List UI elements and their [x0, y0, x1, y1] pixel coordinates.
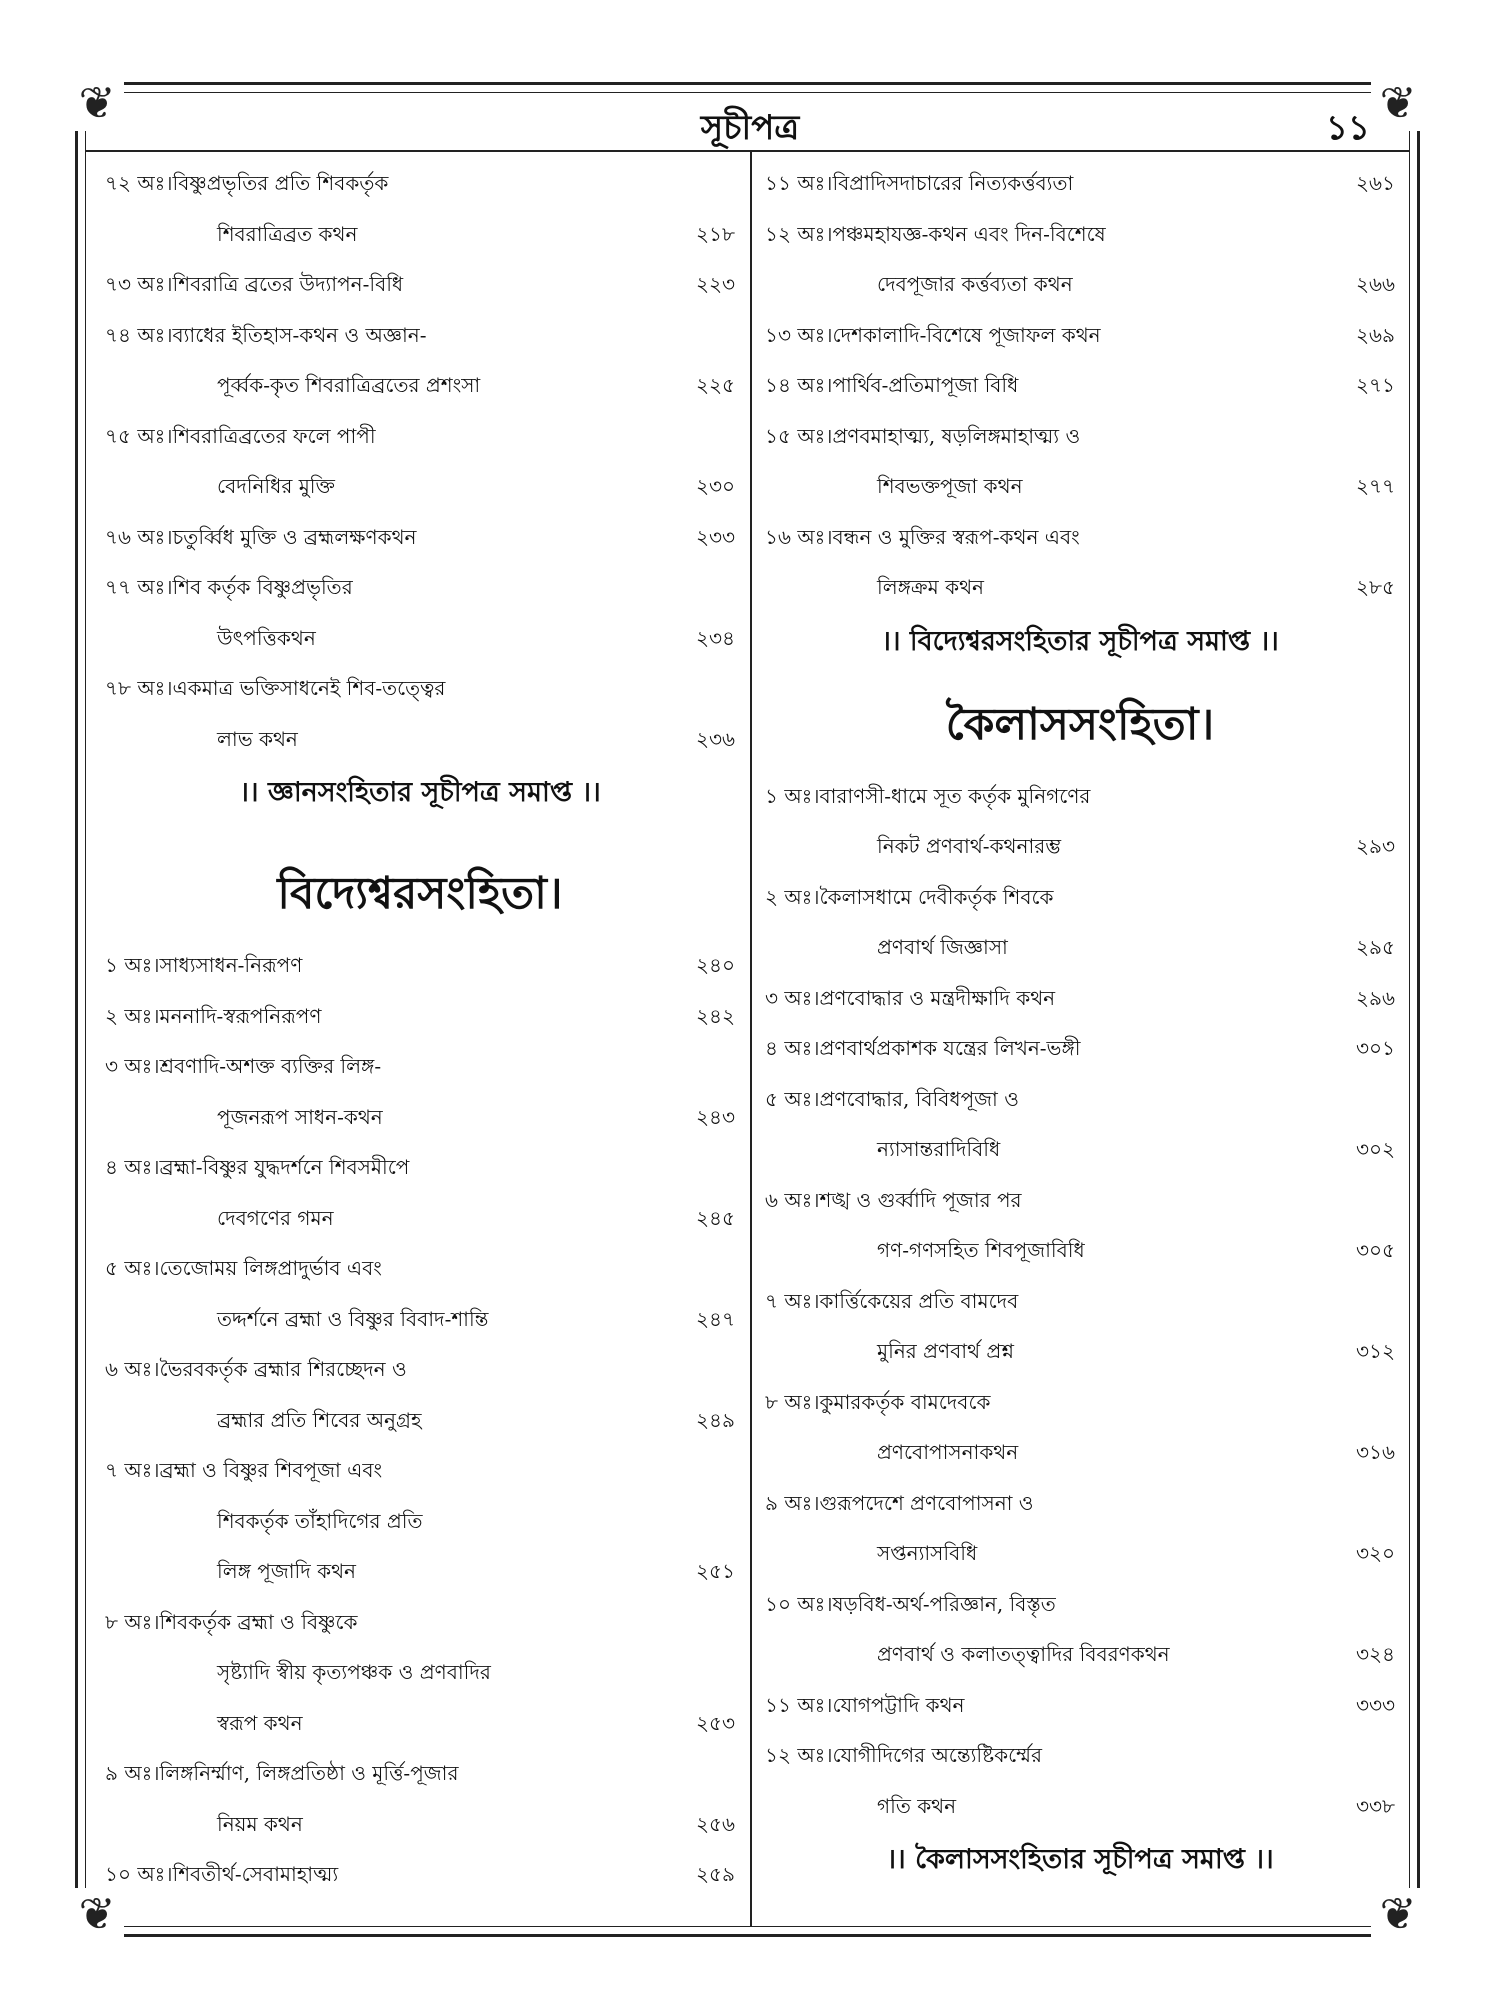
chapter-title: শিবরাত্রিব্রতের ফলে পাপী [172, 423, 376, 448]
toc-entry-line [765, 872, 1395, 923]
chapter-title: প্রণবোদ্ধার, বিবিধপূজা ও [819, 1086, 1019, 1111]
chapter-number: ১৩ অঃ। [765, 322, 833, 347]
chapter-number: ১ অঃ। [765, 783, 820, 808]
toc-entry-line [765, 1326, 1395, 1377]
chapter-number: ১৫ অঃ। [765, 423, 833, 448]
chapter-title: তদ্দর্শনে ব্রহ্মা ও বিষ্ণুর বিবাদ-শান্তি [217, 1306, 489, 1331]
toc-entry-line [105, 1748, 735, 1799]
toc-entry [765, 973, 1395, 1024]
toc-entry-line [765, 973, 1395, 1024]
page-ref: ২৫১ [696, 1559, 735, 1583]
chapter-title: লিঙ্গক্রম কথন [877, 575, 984, 599]
chapter-title: দেবগণের গমন [217, 1205, 334, 1230]
toc-entry-line [765, 821, 1395, 872]
right-column [765, 158, 1395, 1889]
chapter-number: ৬ অঃ। [105, 1357, 160, 1381]
chapter-number: ৬ অঃ। [765, 1187, 820, 1212]
page-ref: ৩২০ [1355, 1541, 1395, 1565]
toc-entry-line [105, 1041, 735, 1092]
toc-entry [765, 512, 1395, 613]
toc-entry [105, 562, 735, 663]
chapter-title: ব্যাধের ইতিহাস-কথন ও অজ্ঞান- [172, 322, 427, 347]
toc-entry-line [765, 1781, 1395, 1832]
toc-entry [765, 1478, 1395, 1579]
page-ref: ২৪০ [696, 953, 735, 977]
page-ref: ২৫৯ [696, 1862, 735, 1886]
page-ref: ৩১৬ [1356, 1440, 1395, 1464]
page-ref: ২৪৫ [696, 1205, 735, 1230]
chapter-title: শঙ্খ ও গুর্ব্বাদি পূজার পর [819, 1187, 1022, 1212]
chapter-title: শিবরাত্রি ব্রতের উদ্যাপন-বিধি [172, 272, 404, 296]
toc-entry [765, 1023, 1395, 1074]
chapter-number: ৫ অঃ। [105, 1256, 160, 1280]
toc-entry-line [765, 259, 1395, 310]
toc-entry-line [765, 1276, 1395, 1327]
chapter-title: গুরূপদেশে প্রণবোপাসনা ও [819, 1490, 1034, 1515]
chapter-title: দেশকালাদি-বিশেষে পূজাফল কথন [832, 322, 1101, 347]
chapter-number: ৪ অঃ। [765, 1036, 820, 1060]
page-ref: ২৬১ [1356, 171, 1395, 195]
toc-entry-line [105, 1849, 735, 1900]
page-ref: ২১৮ [696, 221, 735, 246]
header-divider [85, 150, 1410, 152]
corner-ornament-icon: ❦ [1371, 1888, 1425, 1942]
toc-entry-line [105, 512, 735, 563]
page-ref: ৩১২ [1356, 1339, 1395, 1363]
chapter-title: প্রণবোদ্ধার ও মন্ত্রদীক্ষাদি কথন [819, 985, 1056, 1010]
toc-list [765, 158, 1395, 613]
chapter-title: স্বরূপ কথন [217, 1710, 303, 1735]
toc-entry [765, 1074, 1395, 1175]
toc-entry-line [105, 613, 735, 664]
toc-entry-line [105, 1092, 735, 1143]
chapter-title: নিকট প্রণবার্থ-কথনারম্ভ [877, 834, 1062, 858]
chapter-number: ৭৫ অঃ। [105, 423, 173, 448]
toc-entry [765, 1377, 1395, 1478]
page-title: সূচীপত্র [700, 108, 800, 148]
chapter-number: ৫ অঃ। [765, 1086, 820, 1111]
chapter-title: ভৈরবকর্তৃক ব্রহ্মার শিরচ্ছেদন ও [159, 1357, 407, 1381]
chapter-title: কার্ত্তিকেয়ের প্রতি বামদেব [819, 1288, 1019, 1313]
chapter-number: ১০ অঃ। [765, 1591, 833, 1616]
toc-entry-line [105, 1395, 735, 1446]
toc-entry-line [765, 1478, 1395, 1529]
toc-entry [765, 1276, 1395, 1377]
toc-entry [105, 259, 735, 310]
page-ref: ২২৩ [695, 272, 735, 296]
chapter-number: ৭৩ অঃ। [105, 272, 173, 296]
toc-entry-line [105, 1193, 735, 1244]
toc-entry-line [765, 360, 1395, 411]
page-ref: ২৪২ [696, 1003, 735, 1028]
chapter-title: শ্রবণাদি-অশক্ত ব্যক্তির লিঙ্গ- [159, 1054, 382, 1078]
chapter-title: শিবতীর্থ-সেবামাহাত্ম্য [172, 1862, 339, 1886]
corner-ornament-icon: ❦ [1371, 77, 1425, 131]
page-ref: ২৪৭ [696, 1306, 735, 1331]
chapter-title: দেবপূজার কর্ত্তব্যতা কথন [877, 272, 1073, 296]
chapter-title: সাধ্যসাধন-নিরূপণ [159, 953, 303, 977]
chapter-title: প্রণবার্থপ্রকাশক যন্ত্রের লিখন-ভঙ্গী [819, 1036, 1081, 1060]
toc-entry-line [765, 1377, 1395, 1428]
column-divider [750, 150, 752, 1927]
toc-entry-line [765, 209, 1395, 260]
toc-list [105, 158, 735, 764]
page-ref: ২৪৯ [696, 1407, 735, 1432]
chapter-title: নিয়ম কথন [217, 1811, 303, 1836]
toc-entry-line [105, 991, 735, 1042]
chapter-title: সপ্তন্যাসবিধি [877, 1541, 978, 1565]
toc-entry-line [765, 771, 1395, 822]
toc-list [765, 771, 1395, 1832]
toc-entry [105, 1445, 735, 1597]
toc-entry [765, 310, 1395, 361]
chapter-number: ২ অঃ। [105, 1003, 160, 1028]
toc-entry-line [765, 1074, 1395, 1125]
corner-ornament-icon: ❦ [70, 1888, 124, 1942]
toc-entry-line [105, 158, 735, 209]
page-ref: ২৯৬ [1356, 985, 1395, 1010]
section-end-note: ।। কৈলাসসংহিতার সূচীপত্র সমাপ্ত ।। [886, 1844, 1274, 1875]
chapter-number: ৯ অঃ। [105, 1761, 160, 1785]
toc-entry-line [765, 1528, 1395, 1579]
page-ref: ২৯৩ [1356, 834, 1395, 858]
toc-entry-line [105, 940, 735, 991]
toc-entry-line [105, 1344, 735, 1395]
chapter-number: ৭৬ অঃ। [105, 524, 173, 549]
toc-entry-line [105, 1496, 735, 1547]
page-ref: ২৫৬ [696, 1811, 735, 1836]
chapter-title: বিষ্ণুপ্রভৃতির প্রতি শিবকর্তৃক [172, 171, 389, 195]
toc-entry [105, 1142, 735, 1243]
toc-entry-line [765, 1730, 1395, 1781]
page-ref: ২৩৬ [695, 726, 735, 751]
chapter-title: প্রণবার্থ ও কলাতত্ত্বাদির বিবরণকথন [877, 1642, 1170, 1666]
chapter-title: যোগীদিগের অন্ত্যেষ্টিকর্ম্মের [832, 1743, 1043, 1767]
toc-entry-line [765, 1579, 1395, 1630]
page-ref: ২২৫ [696, 373, 735, 397]
chapter-number: ৭৪ অঃ। [105, 322, 173, 347]
page-ref: ৩০১ [1356, 1036, 1395, 1060]
chapter-title: শিবকর্তৃক তাঁহাদিগের প্রতি [217, 1508, 423, 1533]
page-ref: ২৮৫ [1356, 575, 1395, 599]
page-ref: ২৯৫ [1356, 935, 1395, 959]
page-ref: ২৭১ [1356, 373, 1395, 397]
chapter-number: ৭২ অঃ। [105, 171, 173, 195]
chapter-title: চতুর্ব্বিধ মুক্তি ও ব্রহ্মলক্ষণকথন [172, 524, 417, 549]
toc-entry-line [105, 411, 735, 462]
chapter-number: ১০ অঃ। [105, 1862, 173, 1886]
toc-entry [105, 940, 735, 991]
chapter-title: প্রণবমাহাত্ম্য, ষড়লিঙ্গমাহাত্ম্য ও [832, 423, 1081, 448]
page-ref: ২৬৯ [1356, 322, 1395, 347]
chapter-title: কুমারকর্তৃক বামদেবকে [819, 1389, 991, 1414]
chapter-number: ৭৭ অঃ। [105, 575, 173, 599]
toc-entry-line [105, 1142, 735, 1193]
toc-entry-line [765, 158, 1395, 209]
toc-entry-line [765, 1629, 1395, 1680]
toc-entry-line [105, 1698, 735, 1749]
chapter-title: লিঙ্গ পূজাদি কথন [217, 1559, 356, 1583]
chapter-number: ১৪ অঃ। [765, 373, 833, 397]
page-ref: ২৭৭ [1355, 474, 1395, 498]
toc-entry-line [105, 310, 735, 361]
chapter-title: শিব কর্তৃক বিষ্ণুপ্রভৃতির [172, 575, 353, 599]
toc-entry-line [765, 1124, 1395, 1175]
chapter-number: ৮ অঃ। [105, 1609, 160, 1634]
section-heading: কৈলাসসংহিতা। [945, 698, 1215, 750]
chapter-number: ৮ অঃ। [765, 1389, 820, 1414]
chapter-number: ৩ অঃ। [105, 1054, 160, 1078]
chapter-title: তেজোময় লিঙ্গপ্রাদুর্ভাব এবং [159, 1256, 382, 1280]
chapter-title: পঞ্চমহাযজ্ঞ-কথন এবং দিন-বিশেষে [832, 221, 1106, 246]
toc-entry-line [105, 1597, 735, 1648]
chapter-number: ১৬ অঃ। [765, 524, 833, 549]
toc-entry [765, 360, 1395, 411]
toc-entry-line [105, 461, 735, 512]
chapter-title: সৃষ্ট্যাদি স্বীয় কৃত্যপঞ্চক ও প্রণবাদির [217, 1660, 491, 1684]
chapter-title: উৎপত্তিকথন [217, 625, 316, 650]
page-ref: ২৪৩ [696, 1104, 735, 1129]
chapter-title: ব্রহ্মা ও বিষ্ণুর শিবপূজা এবং [159, 1458, 383, 1482]
chapter-title: গণ-গণসহিত শিবপূজাবিধি [877, 1238, 1085, 1262]
toc-entry-line [105, 1546, 735, 1597]
chapter-title: শিবকর্তৃক ব্রহ্মা ও বিষ্ণুকে [159, 1609, 358, 1634]
chapter-title: মুনির প্রণবার্থ প্রশ্ন [877, 1339, 1014, 1363]
chapter-number: ৭ অঃ। [765, 1288, 820, 1313]
toc-entry [105, 1344, 735, 1445]
chapter-title: বেদনিধির মুক্তি [217, 474, 335, 498]
chapter-number: ২ অঃ। [765, 884, 820, 909]
page-ref: ২৬৬ [1355, 272, 1395, 296]
toc-list [105, 940, 735, 1900]
chapter-title: ব্রহ্মার প্রতি শিবের অনুগ্রহ [217, 1407, 422, 1432]
chapter-title: শিবরাত্রিব্রত কথন [217, 221, 358, 246]
toc-entry [105, 411, 735, 512]
chapter-title: প্রণবোপাসনাকথন [877, 1440, 1019, 1464]
chapter-title: পার্থিব-প্রতিমাপূজা বিধি [832, 373, 1019, 397]
chapter-title: পূজনরূপ সাধন-কথন [217, 1104, 383, 1129]
section-end-note: ।। জ্ঞানসংহিতার সূচীপত্র সমাপ্ত ।। [239, 777, 601, 808]
toc-entry [765, 1579, 1395, 1680]
section-end-note: ।। বিদ্যেশ্বরসংহিতার সূচীপত্র সমাপ্ত ।। [881, 625, 1279, 657]
toc-entry-line [765, 562, 1395, 613]
chapter-number: ৩ অঃ। [765, 985, 820, 1010]
chapter-number: ৭৮ অঃ। [105, 676, 173, 700]
left-column [105, 158, 735, 1900]
chapter-title: যোগপট্টাদি কথন [832, 1692, 965, 1717]
chapter-title: বন্ধন ও মুক্তির স্বরূপ-কথন এবং [832, 524, 1080, 549]
corner-ornament-icon: ❦ [70, 77, 124, 131]
chapter-title: ষড়বিধ-অর্থ-পরিজ্ঞান, বিস্তৃত [832, 1591, 1056, 1616]
chapter-number: ১২ অঃ। [765, 221, 833, 246]
toc-entry-line [765, 461, 1395, 512]
chapter-number: ৯ অঃ। [765, 1490, 820, 1515]
toc-entry-line [105, 663, 735, 714]
toc-entry-line [105, 1243, 735, 1294]
toc-entry [105, 1849, 735, 1900]
toc-entry-line [105, 360, 735, 411]
page-ref: ২৩৩ [695, 524, 735, 549]
toc-entry [105, 158, 735, 259]
toc-entry [105, 663, 735, 764]
toc-entry-line [105, 1294, 735, 1345]
toc-entry-line [105, 562, 735, 613]
chapter-title: কৈলাসধামে দেবীকর্তৃক শিবকে [819, 884, 1054, 909]
chapter-number: ৭ অঃ। [105, 1458, 160, 1482]
toc-entry [765, 209, 1395, 310]
toc-entry-line [105, 1445, 735, 1496]
toc-entry-line [105, 1799, 735, 1850]
chapter-number: ১১ অঃ। [765, 171, 833, 195]
chapter-title: মননাদি-স্বরূপনিরূপণ [159, 1003, 322, 1028]
toc-entry-line [765, 1427, 1395, 1478]
chapter-title: গতি কথন [877, 1793, 957, 1818]
page-ref: ৩৩৩ [1355, 1692, 1395, 1717]
chapter-title: বারাণসী-ধামে সূত কর্তৃক মুনিগণের [819, 783, 1091, 808]
toc-entry [765, 771, 1395, 872]
chapter-title: পূর্ব্বক-কৃত শিবরাত্রিব্রতের প্রশংসা [217, 373, 481, 397]
page-ref: ২৫৩ [696, 1710, 735, 1735]
toc-entry-line [765, 1175, 1395, 1226]
toc-entry-line [765, 922, 1395, 973]
chapter-title: লাভ কথন [217, 726, 298, 751]
chapter-number: ৪ অঃ। [105, 1155, 160, 1179]
toc-entry-line [105, 209, 735, 260]
toc-entry-line [765, 1680, 1395, 1731]
toc-entry [765, 1730, 1395, 1831]
page-ref: ৩৩৮ [1356, 1793, 1395, 1818]
toc-entry-line [105, 259, 735, 310]
section-heading: বিদ্যেশ্বরসংহিতা। [277, 868, 563, 919]
chapter-title: ব্রহ্মা-বিষ্ণুর যুদ্ধদর্শনে শিবসমীপে [159, 1155, 410, 1179]
chapter-number: ১১ অঃ। [765, 1692, 833, 1717]
toc-entry-line [765, 411, 1395, 462]
page-ref: ৩০২ [1355, 1137, 1395, 1161]
chapter-title: ন্যাসান্তরাদিবিধি [877, 1137, 1001, 1161]
toc-entry [105, 1243, 735, 1344]
toc-entry-line [105, 714, 735, 765]
toc-entry-line [105, 1647, 735, 1698]
chapter-title: বিপ্রাদিসদাচারের নিত্যকর্ত্তব্যতা [832, 171, 1074, 195]
toc-entry [765, 1175, 1395, 1276]
chapter-number: ১২ অঃ। [765, 1743, 833, 1767]
toc-entry [765, 1680, 1395, 1731]
toc-entry [765, 872, 1395, 973]
toc-entry [105, 1748, 735, 1849]
toc-entry [765, 411, 1395, 512]
toc-entry [105, 1597, 735, 1749]
toc-entry [105, 1041, 735, 1142]
toc-entry-line [765, 512, 1395, 563]
chapter-title: একমাত্র ভক্তিসাধনেই শিব-তত্ত্বের [172, 676, 446, 700]
toc-entry [105, 991, 735, 1042]
toc-entry-line [765, 310, 1395, 361]
toc-entry [105, 512, 735, 563]
page-ref: ৩০৫ [1356, 1238, 1395, 1262]
toc-entry-line [765, 1225, 1395, 1276]
page-ref: ২৩৪ [696, 625, 735, 650]
toc-entry-line [765, 1023, 1395, 1074]
page-ref: ৩২৪ [1356, 1642, 1395, 1666]
chapter-title: লিঙ্গনির্ম্মাণ, লিঙ্গপ্রতিষ্ঠা ও মূর্ত্তি-পূজার [159, 1761, 459, 1785]
page-ref: ২৩০ [695, 474, 735, 498]
toc-entry [105, 310, 735, 411]
toc-entry [765, 158, 1395, 209]
page-number: ১১ [1325, 108, 1370, 148]
chapter-title: শিবভক্তপূজা কথন [877, 474, 1023, 498]
chapter-title: প্রণবার্থ জিজ্ঞাসা [877, 935, 1008, 959]
chapter-number: ১ অঃ। [105, 953, 160, 977]
